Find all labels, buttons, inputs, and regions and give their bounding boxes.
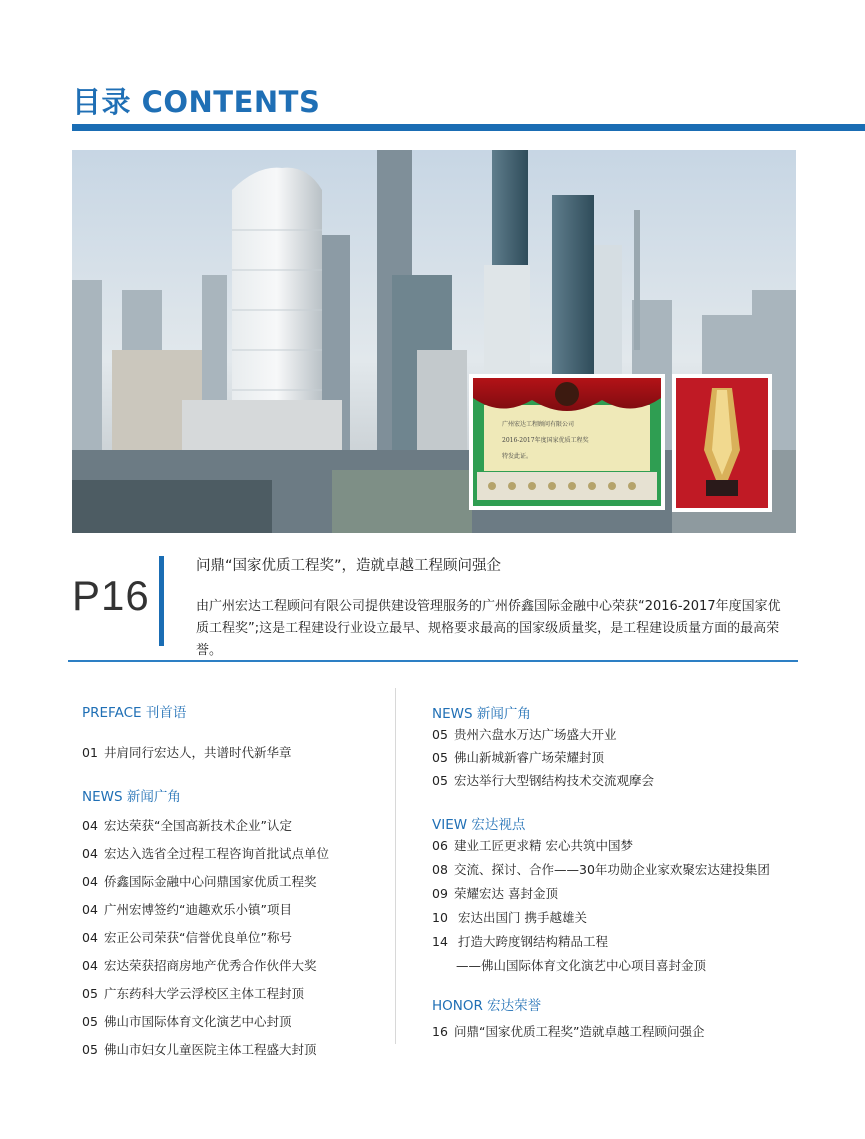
feature-heading: 问鼎“国家优质工程奖”，造就卓越工程顾问强企 [196, 558, 502, 574]
column-divider [395, 688, 396, 1044]
news-section-title: NEWS 新闻广角 [432, 706, 531, 722]
toc-item-page: 05 [82, 1014, 98, 1029]
toc-item[interactable] [82, 844, 382, 864]
toc-item-page: 08 [432, 862, 448, 877]
toc-item[interactable] [82, 1012, 382, 1032]
toc-item-page: 04 [82, 818, 98, 833]
toc-item-page: 10 [432, 910, 448, 925]
toc-item[interactable] [432, 836, 812, 856]
toc-item[interactable] [432, 908, 812, 928]
toc-item-title: 佛山市妇女儿童医院主体工程盛大封顶 [104, 1042, 317, 1057]
toc-item[interactable] [82, 1040, 382, 1060]
toc-item[interactable] [432, 932, 812, 952]
toc-item[interactable] [82, 928, 382, 948]
toc-item-subtitle[interactable]: ——佛山国际体育文化演艺中心项目喜封金顶 [456, 958, 707, 973]
toc-item[interactable] [432, 860, 812, 880]
toc-item-page: 05 [432, 773, 448, 788]
toc-item-page: 06 [432, 838, 448, 853]
toc-item[interactable] [432, 725, 812, 745]
toc-item-page: 05 [432, 727, 448, 742]
toc-item-title: 问鼎“国家优质工程奖”造就卓越工程顾问强企 [454, 1024, 705, 1039]
toc-item-title: 打造大跨度钢结构精品工程 [454, 934, 608, 949]
toc-item-title: 荣耀宏达 喜封金顶 [454, 886, 558, 901]
toc-item[interactable] [82, 872, 382, 892]
toc-item-page: 04 [82, 902, 98, 917]
toc-item-title: 井肩同行宏达人，共谱时代新华章 [104, 745, 292, 760]
toc-item-page: 14 [432, 934, 448, 949]
certificate-line-1: 广州宏达工程顾问有限公司 [502, 421, 575, 428]
feature-accent-bar [159, 556, 164, 646]
toc-item-page: 01 [82, 745, 98, 760]
toc-item[interactable] [432, 748, 812, 768]
feature-body: 由广州宏达工程顾问有限公司提供建设管理服务的广州侨鑫国际金融中心荣获“2016-2017年度国家优质工程奖”;这是工程建设行业设立最早、规格要求最高的国家级质量奖，是工程建设质量方面的最高荣誉。 [196, 599, 781, 658]
toc-item[interactable] [432, 771, 812, 791]
toc-item-title: 宏达荣获招商房地产优秀合作伙伴大奖 [104, 958, 317, 973]
title-rule [72, 124, 865, 131]
feature-page-number: P16 [72, 572, 150, 619]
toc-item-page: 04 [82, 846, 98, 861]
toc-item-title: 宏达出国门 携手越雄关 [454, 910, 587, 925]
section-divider [68, 660, 798, 662]
toc-item[interactable] [82, 984, 382, 1004]
toc-item-page: 09 [432, 886, 448, 901]
toc-item-page: 05 [82, 986, 98, 1001]
preface-section-title: PREFACE 刊首语 [82, 705, 187, 721]
toc-item-title: 广东药科大学云浮校区主体工程封顶 [104, 986, 305, 1001]
trophy-photo [672, 374, 772, 512]
toc-item-title: 佛山新城新睿广场荣耀封顶 [454, 750, 605, 765]
certificate-photo [469, 374, 665, 510]
toc-item-title: 建业工匠更求精 宏心共筑中国梦 [454, 838, 633, 853]
toc-item-title: 宏达荣获“全国高新技术企业”认定 [104, 818, 292, 833]
toc-item[interactable] [82, 816, 382, 836]
toc-item-title: 宏达举行大型钢结构技术交流观摩会 [454, 773, 655, 788]
toc-item-page: 05 [82, 1042, 98, 1057]
news-section-title: NEWS 新闻广角 [82, 789, 181, 805]
certificate-line-2: 2016-2017年度国家优质工程奖 [502, 437, 589, 444]
toc-item[interactable] [432, 884, 812, 904]
view-section-title: VIEW 宏达视点 [432, 817, 526, 833]
toc-item-title: 宏达入选省全过程工程咨询首批试点单位 [104, 846, 330, 861]
toc-item-title: 佛山市国际体育文化演艺中心封顶 [104, 1014, 292, 1029]
page-title: 目录 CONTENTS [72, 85, 321, 119]
toc-item-title: 贵州六盘水万达广场盛大开业 [454, 727, 617, 742]
toc-item-title: 交流、探讨、合作——30年功勋企业家欢聚宏达建投集团 [454, 862, 770, 877]
toc-item[interactable] [82, 743, 382, 763]
certificate-line-3: 特发此证。 [502, 453, 533, 460]
toc-item-title: 宏正公司荣获“信誉优良单位”称号 [104, 930, 292, 945]
toc-item[interactable] [82, 956, 382, 976]
toc-item-page: 04 [82, 930, 98, 945]
toc-item-page: 16 [432, 1024, 448, 1039]
skyline-illustration [72, 150, 796, 533]
toc-right-column [432, 704, 812, 1042]
toc-item[interactable] [82, 900, 382, 920]
toc-item-title: 广州宏博签约“迪趣欢乐小镇”项目 [104, 902, 292, 917]
toc-item-page: 05 [432, 750, 448, 765]
toc-item-title: 侨鑫国际金融中心问鼎国家优质工程奖 [104, 874, 317, 889]
toc-item-page: 04 [82, 874, 98, 889]
hero-photo [72, 150, 796, 533]
toc-item-page: 04 [82, 958, 98, 973]
toc-item[interactable] [432, 1022, 812, 1042]
honor-section-title: HONOR 宏达荣誉 [432, 998, 542, 1014]
toc-left-column [82, 703, 382, 1060]
